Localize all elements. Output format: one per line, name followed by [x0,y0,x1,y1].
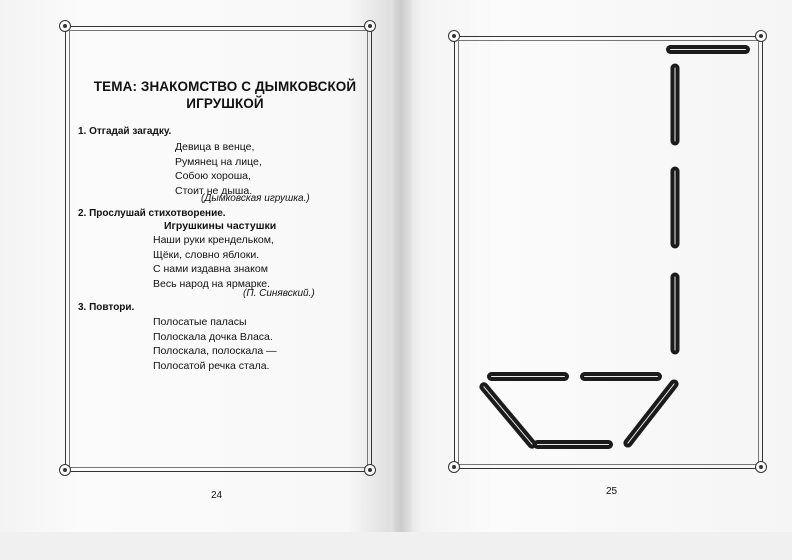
riddle-answer: (Дымковская игрушка.) [201,193,310,204]
book-gutter [390,0,412,532]
corner-ornament [755,30,767,42]
page-number-right: 25 [606,486,618,497]
verse-line: Весь народ на ярмарке. [153,277,271,290]
verse-line: Румянец на лице, [175,155,262,168]
verse-line: Щёки, словно яблоки. [153,248,260,261]
corner-ornament [448,30,460,42]
poem-title: Игрушкины частушки [164,220,277,232]
poem-verse [153,233,274,291]
poem-author: (П. Синявский.) [243,288,315,299]
corner-ornament [448,461,460,473]
corner-ornament [59,464,71,476]
verse-line: Стоит не дыша. [175,184,253,197]
counting-stick [671,273,680,355]
verse-line: Полосатой речка стала. [153,359,270,372]
counting-stick [533,440,613,449]
counting-stick [671,167,680,249]
riddle-verse [175,140,262,198]
corner-ornament [755,461,767,473]
verse-line: Полоскала дочка Власа. [153,330,273,343]
counting-stick [666,45,750,54]
counting-stick [671,64,680,146]
corner-ornament [59,20,71,32]
counting-stick [487,372,569,381]
verse-line: Полосатые паласы [153,316,247,328]
counting-stick [580,372,662,381]
tongue-twister-verse [153,315,277,373]
scan-bottom-strip [0,532,792,560]
corner-ornament [364,20,376,32]
verse-line: С нами издавна знаком [153,263,268,276]
corner-ornament [364,464,376,476]
lesson-title: ТЕМА: ЗНАКОМСТВО С ДЫМКОВСКОЙ ИГРУШКОЙ [93,79,357,111]
verse-line: Собою хороша, [175,170,251,183]
verse-line: Девица в венце, [175,141,255,153]
section-1-heading: 1. Отгадай загадку. [78,126,172,137]
verse-line: Полоскала, полоскала — [153,345,277,358]
verse-line: Наши руки кренделькoм, [153,234,274,246]
page-number-left: 24 [211,490,223,501]
section-2-heading: 2. Прослушай стихотворение. [78,208,226,219]
section-3-heading: 3. Повтори. [78,302,135,313]
